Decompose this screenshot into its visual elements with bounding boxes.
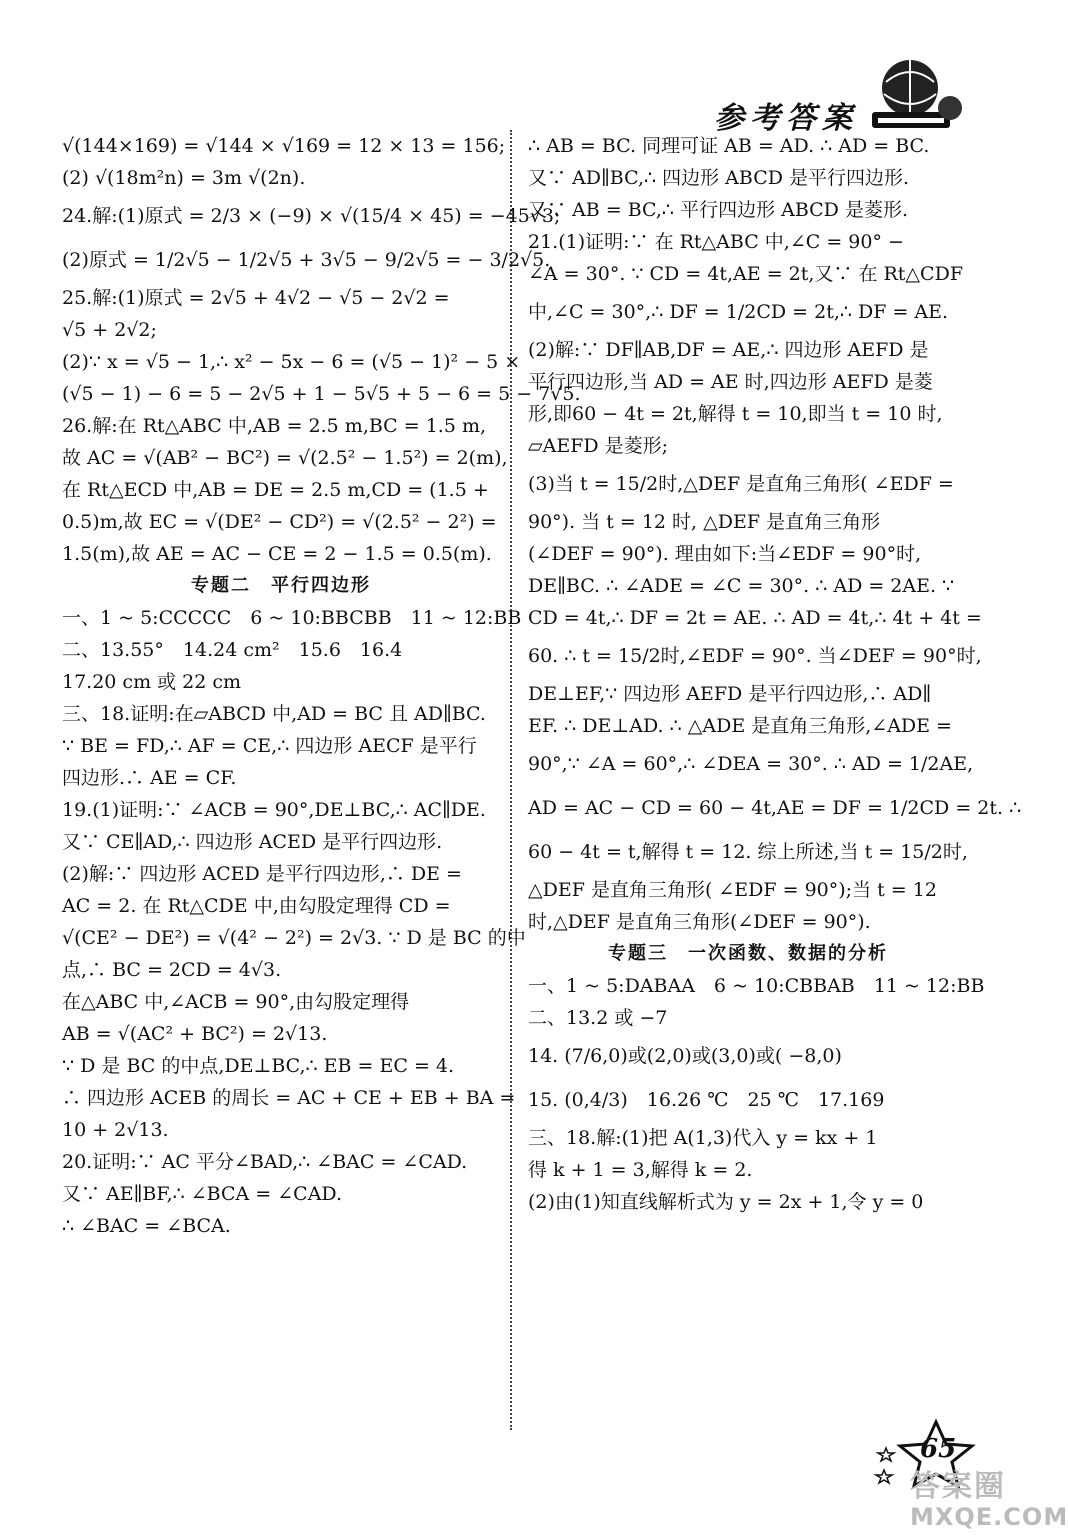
watermark [910,1469,1068,1532]
watermark-line1: 答案圈 [910,1469,1006,1504]
answer-line: √(144×169) = √144 × √169 = 12 × 13 = 156; [62,135,506,157]
answer-line: 在 Rt△ECD 中,AB = DE = 2.5 m,CD = (1.5 + [62,479,489,501]
section-title: 专题二 平行四边形 [191,575,371,596]
answer-line: ∵ D 是 BC 的中点,DE⊥BC,∴ EB = EC = 4. [62,1055,455,1077]
answer-line: 一、1 ~ 5:CCCCC 6 ~ 10:BBCBB 11 ~ 12:BB [62,607,522,629]
answer-line: (√5 − 1) − 6 = 5 − 2√5 + 1 − 5√5 + 5 − 6 = 5 − 7√5. [62,383,581,405]
column-divider [510,130,514,1430]
answer-line: DE⊥EF,∵ 四边形 AEFD 是平行四边形,∴ AD∥ [528,683,932,705]
answer-line: √(CE² − DE²) = √(4² − 2²) = 2√3. ∵ D 是 BC 的中 [62,927,526,949]
answer-line: 平行四边形,当 AD = AE 时,四边形 AEFD 是菱 [528,371,933,393]
answer-line: 24.解:(1)原式 = 2/3 × (−9) × √(15/4 × 45) = −45√3; [62,205,561,227]
answer-line: 三、18.解:(1)把 A(1,3)代入 y = kx + 1 [528,1127,878,1149]
answer-line: 又∵ AB = BC,∴ 平行四边形 ABCD 是菱形. [528,199,908,221]
answer-line: AD = AC − CD = 60 − 4t,AE = DF = 1/2CD = 2t. ∴ [528,797,1022,819]
answer-line: AC = 2. 在 Rt△CDE 中,由勾股定理得 CD = [62,895,451,917]
answer-line: (2)由(1)知直线解析式为 y = 2x + 1,令 y = 0 [528,1191,924,1213]
answer-line: 1.5(m),故 AE = AC − CE = 2 − 1.5 = 0.5(m). [62,543,492,565]
answer-line: 三、18.证明:在▱ABCD 中,AD = BC 且 AD∥BC. [62,703,486,725]
answer-line: 14. (7/6,0)或(2,0)或(3,0)或( −8,0) [528,1045,842,1067]
answer-line: 形,即60 − 4t = 2t,解得 t = 10,即当 t = 10 时, [528,403,943,425]
left-column [62,130,581,1242]
answer-line: 19.(1)证明:∵ ∠ACB = 90°,DE⊥BC,∴ AC∥DE. [62,799,486,821]
header-title: 参考答案 [714,101,858,136]
answer-line: EF. ∴ DE⊥AD. ∴ △ADE 是直角三角形,∠ADE = [528,715,952,737]
answer-line: AB = √(AC² + BC²) = 2√13. [62,1023,328,1045]
answer-line: 21.(1)证明:∵ 在 Rt△ABC 中,∠C = 90° − [528,231,904,253]
answer-line: ▱AEFD 是菱形; [528,435,669,457]
answer-line: (2)解:∵ 四边形 ACED 是平行四边形,∴ DE = [62,863,462,885]
answer-line: ∠A = 30°. ∵ CD = 4t,AE = 2t,又∵ 在 Rt△CDF [528,263,963,285]
answer-line: 时,△DEF 是直角三角形(∠DEF = 90°). [528,911,871,933]
answer-line: 又∵ CE∥AD,∴ 四边形 ACED 是平行四边形. [62,831,443,853]
globe-books-icon [858,52,968,142]
page-header [714,52,968,142]
watermark-line2: MXQE.COM [910,1503,1068,1531]
answer-line: △DEF 是直角三角形( ∠EDF = 90°);当 t = 12 [528,879,937,901]
answer-line: 60 − 4t = t,解得 t = 12. 综上所述,当 t = 15/2时, [528,841,968,863]
answer-line: 故 AC = √(AB² − BC²) = √(2.5² − 1.5²) = 2(m), [62,447,508,469]
answer-line: 四边形.∴ AE = CF. [62,767,237,789]
answer-line: 又∵ AD∥BC,∴ 四边形 ABCD 是平行四边形. [528,167,910,189]
answer-line: CD = 4t,∴ DF = 2t = AE. ∴ AD = 4t,∴ 4t + 4t = [528,607,982,629]
answer-line: 17.20 cm 或 22 cm [62,671,242,693]
answer-line: (2)原式 = 1/2√5 − 1/2√5 + 3√5 − 9/2√5 = − 3/2√5. [62,249,551,271]
answer-line: 26.解:在 Rt△ABC 中,AB = 2.5 m,BC = 1.5 m, [62,415,487,437]
answer-line: 90°,∵ ∠A = 60°,∴ ∠DEA = 30°. ∴ AD = 1/2AE, [528,753,974,775]
answer-line: (3)当 t = 15/2时,△DEF 是直角三角形( ∠EDF = [528,473,954,495]
answer-line: 得 k + 1 = 3,解得 k = 2. [528,1159,753,1181]
answer-line: (2)解:∵ DF∥AB,DF = AE,∴ 四边形 AEFD 是 [528,339,929,361]
answer-line: 25.解:(1)原式 = 2√5 + 4√2 − √5 − 2√2 = [62,287,450,309]
answer-line: 10 + 2√13. [62,1119,169,1141]
answer-line: (∠DEF = 90°). 理由如下:当∠EDF = 90°时, [528,543,922,565]
section-title: 专题三 一次函数、数据的分析 [608,943,888,964]
answer-line: 20.证明:∵ AC 平分∠BAD,∴ ∠BAC = ∠CAD. [62,1151,468,1173]
answer-line: 点,∴ BC = 2CD = 4√3. [62,959,282,981]
answer-line: √5 + 2√2; [62,319,157,341]
answer-line: 90°). 当 t = 12 时, △DEF 是直角三角形 [528,511,881,533]
answer-line: 60. ∴ t = 15/2时,∠EDF = 90°. 当∠DEF = 90°时, [528,645,982,667]
answer-line: 二、13.2 或 −7 [528,1007,668,1029]
answer-line: ∵ BE = FD,∴ AF = CE,∴ 四边形 AECF 是平行 [62,735,477,757]
answer-line: 中,∠C = 30°,∴ DF = 1/2CD = 2t,∴ DF = AE. [528,301,949,323]
answer-line: DE∥BC. ∴ ∠ADE = ∠C = 30°. ∴ AD = 2AE. ∵ [528,575,955,597]
answer-line: ∴ ∠BAC = ∠BCA. [62,1215,231,1237]
answer-line: ∴ AB = BC. 同理可证 AB = AD. ∴ AD = BC. [528,135,930,157]
page-number: 65 [920,1434,957,1464]
answer-line: 一、1 ~ 5:DABAA 6 ~ 10:CBBAB 11 ~ 12:BB [528,975,985,997]
answer-line: 0.5)m,故 EC = √(DE² − CD²) = √(2.5² − 2²) = [62,511,497,533]
answer-line: ∴ 四边形 ACEB 的周长 = AC + CE + EB + BA = [62,1087,516,1109]
answer-line: (2) √(18m²n) = 3m √(2n). [62,167,306,189]
answer-line: (2)∵ x = √5 − 1,∴ x² − 5x − 6 = (√5 − 1)² − 5 × [62,351,521,373]
answer-line: 又∵ AE∥BF,∴ ∠BCA = ∠CAD. [62,1183,343,1205]
right-column [528,130,1022,1218]
answer-line: 在△ABC 中,∠ACB = 90°,由勾股定理得 [62,991,410,1013]
answer-line: 15. (0,4/3) 16.26 ℃ 25 ℃ 17.169 [528,1089,885,1111]
answer-line: 二、13.55° 14.24 cm² 15.6 16.4 [62,639,403,661]
